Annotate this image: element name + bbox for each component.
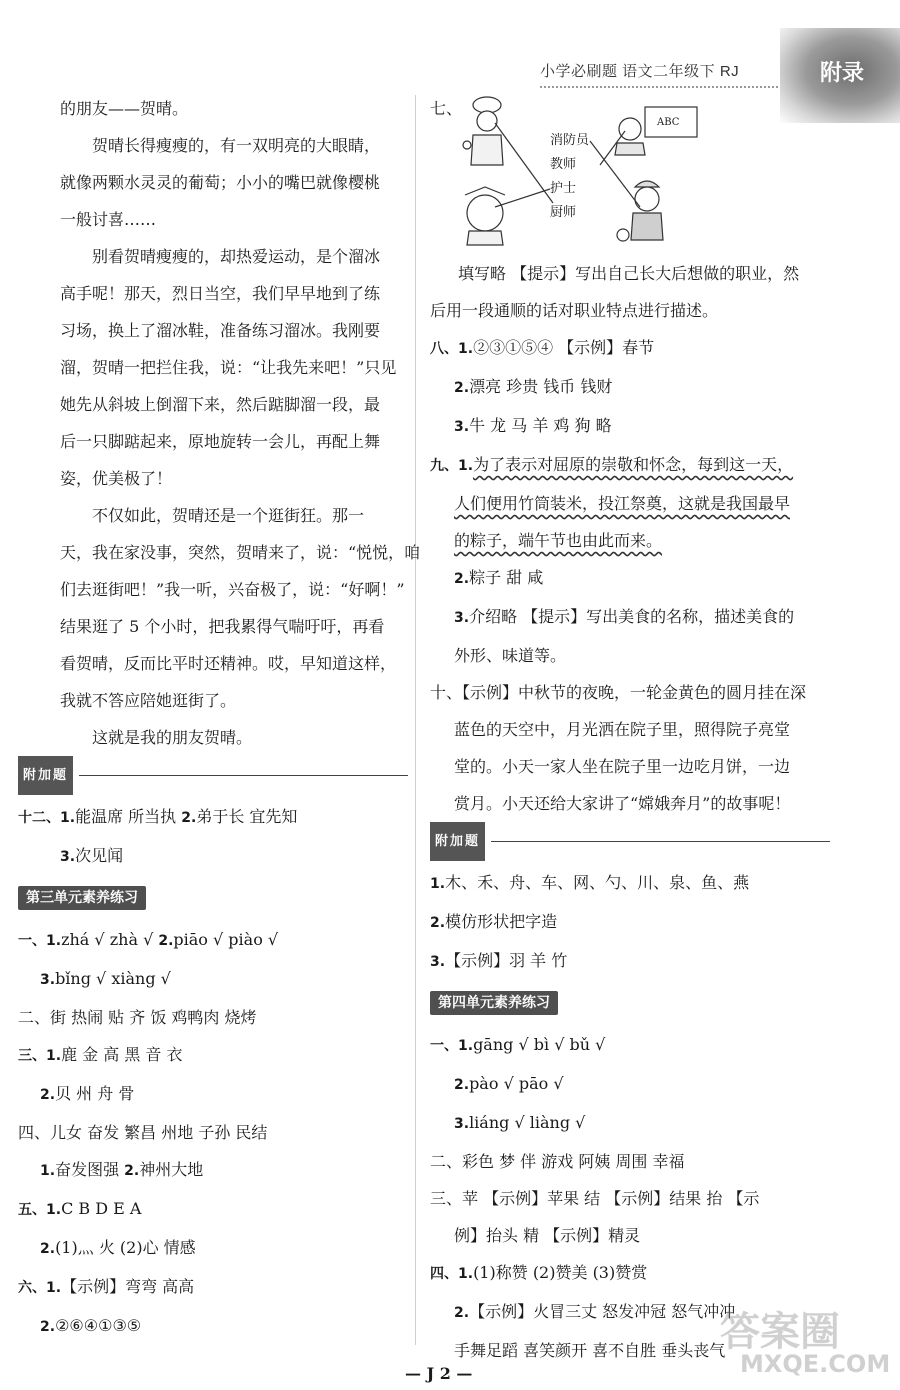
question-number: 2. <box>124 1163 140 1179</box>
answer-line <box>18 1229 408 1268</box>
answer-text: 人们便用竹筒装米，投江祭奠，这就是我国最早 <box>454 494 791 513</box>
answer-text: 【示例】弯弯 高高 <box>61 1277 195 1296</box>
answer-text: ②⑥④①③⑤ <box>55 1316 142 1335</box>
answer-text: 介绍略 【提示】写出美食的名称，描述美食的 <box>469 607 795 626</box>
essay-line: 的朋友——贺晴。 <box>60 99 189 118</box>
answer-line <box>430 368 830 407</box>
chef-figure <box>463 97 503 165</box>
answer-line <box>430 864 830 903</box>
question-number: 2. <box>181 810 197 826</box>
nurse-figure <box>465 187 505 245</box>
essay-line: 后一只脚踮起来，原地旋转一会儿，再配上舞 <box>60 432 381 451</box>
answer-line <box>430 446 830 485</box>
answer-line <box>430 329 830 368</box>
question-number: 六、1. <box>18 1280 62 1296</box>
answer-line: 四、儿女 奋发 繁昌 州地 子孙 民结 <box>18 1123 268 1142</box>
answer-text: 为了表示对屈原的崇敬和怀念，每到这一天， <box>473 455 794 474</box>
essay-line: 们去逛街吧！”我一听，兴奋极了，说：“好啊！” <box>60 580 405 599</box>
page-number: — J 2 — <box>405 1364 473 1383</box>
question-number: 2. <box>158 933 174 949</box>
answer-text: 【示例】羽 羊 竹 <box>445 951 568 970</box>
answer-line: 二、彩色 梦 伴 游戏 阿姨 周围 幸福 <box>430 1152 685 1171</box>
essay-line: 不仅如此，贺晴还是一个逛街狂。那一 <box>92 506 365 525</box>
answer-line <box>18 837 408 876</box>
answer-line <box>430 598 830 637</box>
essay-line: 结果逛了 5 个小时，把我累得气喘吁吁，再看 <box>60 617 385 636</box>
answer-line <box>18 798 408 837</box>
answer-line <box>18 1190 408 1229</box>
essay-line: 她先从斜坡上倒溜下来，然后踮脚溜一段，最 <box>60 395 381 414</box>
answer-line <box>430 1104 830 1143</box>
question-number: 1. <box>430 876 446 892</box>
unit3-label: 第三单元素养练习 <box>18 886 146 910</box>
answer-line <box>430 942 830 981</box>
question-number: 四、1. <box>430 1266 474 1282</box>
essay-line: 看贺晴，反而比平时还精神。哎，早知道这样， <box>60 654 397 673</box>
answer-line <box>18 1307 408 1346</box>
addon-label: 附加题 <box>430 822 485 861</box>
question-number: 2. <box>454 1305 470 1321</box>
answer-text: 鹿 金 高 黑 音 衣 <box>61 1045 183 1064</box>
answer-line <box>430 1254 830 1293</box>
question-number: 2. <box>454 380 470 396</box>
answer-line: 例】抬头 精 【示例】精灵 <box>454 1226 641 1245</box>
appendix-badge-label: 附录 <box>820 61 865 86</box>
job-label: 护士 <box>550 181 577 196</box>
answer-text: 贝 州 舟 骨 <box>55 1084 135 1103</box>
answer-text: 木、禾、舟、车、网、勺、川、泉、鱼、燕 <box>445 873 750 892</box>
answer-line <box>18 921 408 960</box>
answer-line: 赏月。小天还给大家讲了“嫦娥奔月”的故事呢！ <box>454 794 791 813</box>
question-number: 1. <box>40 1163 56 1179</box>
answer-text: pào √ pāo √ <box>469 1074 564 1093</box>
answer-text: (1)灬 火 (2)心 情感 <box>55 1238 196 1257</box>
job-label: 厨师 <box>550 205 577 220</box>
answer-text: C B D E A <box>61 1199 142 1218</box>
answer-text: 奋发图强 <box>55 1160 125 1179</box>
answer-line: 十、【示例】中秋节的夜晚，一轮金黄色的圆月挂在深 <box>430 683 807 702</box>
watermark-url: MXQE.COM <box>740 1350 891 1378</box>
answer-line: 手舞足蹈 喜笑颜开 喜不自胜 垂头丧气 <box>454 1341 726 1360</box>
column-divider <box>415 95 416 1345</box>
question-number: 十二、1. <box>18 810 76 826</box>
answer-line: 外形、味道等。 <box>454 646 567 665</box>
question-number: 一、1. <box>430 1038 474 1054</box>
essay-line: 溜，贺晴一把拦住我，说：“让我先来吧！”只见 <box>60 358 397 377</box>
essay-line: 就像两颗水灵灵的葡萄；小小的嘴巴就像樱桃 <box>60 173 381 192</box>
answer-text: 模仿形状把字造 <box>445 912 558 931</box>
answer-text: 能温席 所当执 <box>75 807 182 826</box>
question-number: 九、1. <box>430 458 474 474</box>
question-number: 3. <box>430 954 446 970</box>
answer-line <box>430 1065 830 1104</box>
question-number: 3. <box>40 972 56 988</box>
answer-line: 蓝色的天空中，月光洒在院子里，照得院子亮堂 <box>454 720 791 739</box>
answer-text: gāng √ bì √ bǔ √ <box>473 1035 606 1054</box>
job-label: 消防员 <box>550 133 590 148</box>
addon-section-header <box>18 760 408 790</box>
job-label: 教师 <box>550 157 577 172</box>
question-number: 七、 <box>430 99 463 118</box>
answer-line: 三、苹 【示例】苹果 结 【示例】结果 抬 【示 <box>430 1189 760 1208</box>
addon-label: 附加题 <box>18 756 73 795</box>
question-number: 2. <box>454 571 470 587</box>
right-column <box>430 90 830 1369</box>
answer-text: liáng √ liàng √ <box>469 1113 586 1132</box>
question-number: 3. <box>454 610 470 626</box>
essay-line: 习场，换上了溜冰鞋，准备练习溜冰。我刚要 <box>60 321 381 340</box>
addon-rule <box>491 841 830 842</box>
question-number: 3. <box>454 419 470 435</box>
answer-line <box>18 1151 408 1190</box>
answer-line <box>430 903 830 942</box>
header-title: 小学必刷题 语文二年级下 RJ <box>540 63 740 80</box>
answer-line: 填写略 【提示】写出自己长大后想做的职业，然 <box>458 264 800 283</box>
answer-line <box>18 1075 408 1114</box>
essay-line: 我就不答应陪她逛街了。 <box>60 691 237 710</box>
question-number: 2. <box>454 1077 470 1093</box>
answer-line <box>430 522 830 559</box>
essay-line: 天，我在家没事，突然，贺晴来了，说：“悦悦，咱 <box>60 543 421 562</box>
header-dotted-rule <box>540 86 790 88</box>
question-number: 3. <box>60 849 76 865</box>
answer-line <box>430 485 830 522</box>
answer-line: 后用一段通顺的话对职业特点进行描述。 <box>430 301 719 320</box>
question-number: 五、1. <box>18 1202 62 1218</box>
essay-line: 别看贺晴瘦瘦的，却热爱运动，是个溜冰 <box>92 247 381 266</box>
answer-line <box>430 407 830 446</box>
question-number: 2. <box>40 1319 56 1335</box>
unit4-header <box>430 983 830 1020</box>
question-number: 3. <box>454 1116 470 1132</box>
essay-line: 一般讨喜…… <box>60 210 157 229</box>
job-matching-illustration <box>455 95 715 250</box>
essay-line: 贺晴长得瘦瘦的，有一双明亮的大眼睛， <box>92 136 381 155</box>
answer-text: zhá √ zhà √ <box>61 930 159 949</box>
answer-line: 二、街 热闹 贴 齐 饭 鸡鸭肉 烧烤 <box>18 1008 257 1027</box>
unit3-header <box>18 878 408 915</box>
essay-line: 高手呢！那天，烈日当空，我们早早地到了练 <box>60 284 381 303</box>
answer-text: 粽子 甜 咸 <box>469 568 544 587</box>
answer-text: 牛 龙 马 羊 鸡 狗 略 <box>469 416 612 435</box>
blackboard-text: ABC <box>657 117 680 128</box>
watermark-logo: 答案圈 <box>720 1309 840 1355</box>
teacher-figure <box>615 107 697 155</box>
answer-text: 的粽子，端午节也由此而来。 <box>454 531 663 550</box>
answer-line <box>18 960 408 999</box>
match-line-nurse <box>495 189 550 207</box>
question-number: 2. <box>40 1087 56 1103</box>
left-column <box>18 90 421 1346</box>
question-number: 八、1. <box>430 341 474 357</box>
unit4-label: 第四单元素养练习 <box>430 991 558 1015</box>
answer-text: 漂亮 珍贵 钱币 钱财 <box>469 377 613 396</box>
answer-line <box>430 1026 830 1065</box>
essay-line: 姿，优美极了！ <box>60 469 173 488</box>
answer-text: 次见闻 <box>75 846 124 865</box>
answer-line <box>430 559 830 598</box>
question-number: 2. <box>430 915 446 931</box>
answer-text: (1)称赞 (2)赞美 (3)赞赏 <box>473 1263 648 1282</box>
answer-text: 【示例】火冒三丈 怒发冲冠 怒气冲冲 <box>469 1302 736 1321</box>
answer-text: 神州大地 <box>139 1160 204 1179</box>
answer-text: ②③①⑤④ 【示例】春节 <box>473 338 655 357</box>
question-number: 一、1. <box>18 933 62 949</box>
question-number: 三、1. <box>18 1048 62 1064</box>
addon-rule <box>79 775 408 776</box>
answer-text: 弟于长 宜先知 <box>196 807 298 826</box>
answer-line: 堂的。小天一家人坐在院子里一边吃月饼，一边 <box>454 757 791 776</box>
answer-line <box>18 1036 408 1075</box>
answer-text: piāo √ piào √ <box>173 930 279 949</box>
firefighter-figure <box>617 181 663 241</box>
answer-text: bǐng √ xiàng √ <box>55 969 171 988</box>
essay-line: 这就是我的朋友贺晴。 <box>92 728 253 747</box>
answer-line <box>18 1268 408 1307</box>
question-number: 2. <box>40 1241 56 1257</box>
addon-section-header <box>430 826 830 856</box>
